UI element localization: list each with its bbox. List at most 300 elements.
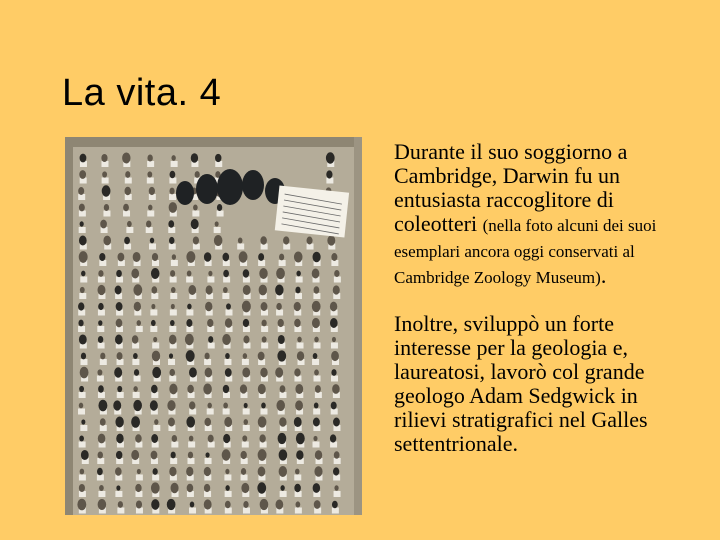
specimen-label bbox=[225, 508, 232, 514]
beetle bbox=[116, 270, 122, 277]
beetle bbox=[225, 469, 229, 474]
specimen-label bbox=[169, 178, 176, 184]
beetle bbox=[132, 335, 138, 343]
beetle bbox=[238, 238, 243, 244]
beetle bbox=[169, 237, 175, 244]
beetle bbox=[168, 418, 175, 427]
beetle bbox=[334, 485, 338, 491]
beetle bbox=[115, 417, 123, 428]
beetle bbox=[222, 449, 231, 460]
specimen-label bbox=[294, 475, 301, 481]
beetle bbox=[295, 469, 300, 475]
specimen-label bbox=[260, 409, 267, 415]
beetle bbox=[244, 419, 248, 425]
specimen-label bbox=[295, 508, 302, 514]
beetle bbox=[295, 287, 300, 294]
beetle bbox=[98, 320, 102, 326]
beetle bbox=[133, 400, 142, 411]
beetle bbox=[258, 384, 266, 394]
beetle bbox=[172, 435, 177, 442]
beetle bbox=[188, 452, 193, 459]
beetle bbox=[136, 501, 142, 509]
beetle bbox=[334, 451, 340, 458]
beetle bbox=[115, 467, 122, 476]
beetle bbox=[203, 383, 212, 394]
specimen-label bbox=[314, 343, 321, 349]
beetle bbox=[208, 336, 213, 343]
beetle bbox=[261, 302, 268, 311]
specimen-label bbox=[297, 343, 304, 349]
specimen-label bbox=[100, 359, 107, 365]
beetle bbox=[98, 336, 103, 343]
beetle bbox=[118, 501, 123, 508]
beetle bbox=[315, 385, 321, 393]
specimen-label bbox=[171, 161, 178, 167]
beetle bbox=[258, 416, 267, 427]
beetle bbox=[79, 484, 85, 492]
beetle bbox=[149, 187, 155, 195]
specimen-label bbox=[78, 194, 85, 200]
beetle bbox=[260, 368, 267, 378]
specimen-label bbox=[332, 508, 339, 514]
beetle bbox=[242, 435, 247, 441]
beetle bbox=[260, 499, 269, 510]
beetle bbox=[134, 302, 141, 311]
beetle bbox=[79, 170, 86, 179]
specimen-label bbox=[133, 392, 140, 398]
beetle bbox=[187, 484, 194, 493]
beetle bbox=[101, 154, 107, 162]
specimen-label bbox=[152, 475, 159, 481]
specimen-label bbox=[188, 442, 195, 448]
beetle bbox=[81, 419, 85, 424]
beetle bbox=[313, 436, 317, 441]
beetle bbox=[98, 270, 103, 277]
beetle bbox=[280, 385, 286, 393]
specimen-label bbox=[123, 211, 130, 217]
beetle bbox=[276, 499, 284, 509]
beetle bbox=[215, 221, 219, 226]
beetle bbox=[279, 449, 288, 460]
specimen-label bbox=[313, 293, 320, 299]
beetle bbox=[314, 500, 321, 509]
beetle bbox=[331, 369, 336, 376]
beetle bbox=[243, 353, 247, 359]
beetle bbox=[116, 451, 122, 459]
beetle bbox=[225, 318, 232, 328]
beetle bbox=[186, 467, 193, 476]
specimen-label bbox=[132, 359, 139, 365]
beetle bbox=[80, 469, 85, 475]
specimen-label bbox=[146, 227, 153, 233]
beetle bbox=[171, 304, 175, 309]
specimen-label bbox=[331, 409, 338, 415]
specimen-label bbox=[103, 211, 110, 217]
specimen-label bbox=[100, 425, 107, 431]
beetle bbox=[258, 352, 265, 361]
beetle bbox=[186, 416, 195, 427]
specimen-label bbox=[243, 343, 250, 349]
specimen-label bbox=[222, 293, 229, 299]
beetle bbox=[98, 400, 107, 412]
beetle bbox=[223, 434, 230, 443]
beetle bbox=[258, 467, 266, 477]
large-beetle bbox=[196, 174, 218, 204]
beetle bbox=[148, 205, 152, 211]
beetle bbox=[205, 368, 213, 378]
beetle bbox=[276, 268, 285, 279]
beetle bbox=[169, 188, 174, 195]
beetle bbox=[195, 171, 200, 178]
specimen-label bbox=[147, 161, 154, 167]
specimen-label bbox=[314, 376, 321, 382]
beetle bbox=[313, 483, 320, 493]
beetle bbox=[81, 450, 89, 460]
beetle bbox=[150, 238, 154, 244]
beetle bbox=[80, 287, 85, 293]
beetle bbox=[171, 452, 176, 459]
beetle bbox=[314, 402, 319, 408]
beetle bbox=[191, 219, 199, 229]
specimen-label bbox=[279, 260, 286, 266]
beetle bbox=[171, 483, 179, 493]
beetle bbox=[186, 251, 195, 263]
beetle bbox=[131, 450, 139, 460]
beetle bbox=[314, 466, 322, 477]
specimen-label bbox=[261, 326, 268, 332]
beetle bbox=[168, 220, 174, 228]
paragraph-1 bbox=[394, 140, 694, 290]
beetle bbox=[204, 499, 212, 509]
specimen-label bbox=[208, 343, 215, 349]
specimen-label bbox=[150, 310, 157, 316]
beetle bbox=[327, 235, 335, 245]
beetle bbox=[208, 435, 214, 443]
beetle bbox=[312, 318, 320, 328]
paragraph-1-note: (nella foto alcuni dei suoi esemplari ancora oggi conservati al Cambridge Zoology Museum) bbox=[394, 216, 657, 287]
beetle bbox=[206, 285, 213, 294]
beetle bbox=[135, 484, 141, 492]
specimen-label bbox=[115, 491, 122, 497]
beetle bbox=[117, 386, 122, 392]
specimen-label bbox=[168, 227, 175, 233]
specimen-label bbox=[187, 458, 194, 464]
beetle bbox=[296, 271, 300, 277]
beetle bbox=[261, 403, 266, 409]
beetle bbox=[80, 154, 87, 163]
specimen-label bbox=[224, 359, 231, 365]
beetle bbox=[79, 235, 87, 245]
beetle bbox=[333, 418, 340, 427]
specimen-label bbox=[223, 409, 230, 415]
specimen-label bbox=[296, 277, 303, 283]
beetle bbox=[97, 369, 102, 375]
beetle bbox=[79, 403, 83, 409]
specimen-label bbox=[79, 442, 86, 448]
specimen-label bbox=[136, 326, 143, 332]
beetle bbox=[296, 433, 305, 445]
specimen-label bbox=[117, 359, 124, 365]
beetle bbox=[330, 302, 337, 312]
beetle bbox=[307, 237, 313, 245]
specimen-label bbox=[258, 260, 265, 266]
beetle bbox=[204, 252, 211, 262]
beetle bbox=[240, 384, 247, 393]
beetle bbox=[205, 302, 212, 312]
specimen-label bbox=[79, 392, 86, 398]
beetle bbox=[125, 187, 131, 195]
beetle bbox=[131, 416, 140, 428]
beetle bbox=[275, 367, 283, 377]
beetle bbox=[259, 285, 267, 296]
beetle bbox=[297, 337, 301, 343]
beetle bbox=[296, 501, 301, 507]
beetle bbox=[295, 400, 303, 410]
beetle bbox=[152, 367, 161, 378]
beetle bbox=[204, 484, 210, 492]
beetle bbox=[186, 319, 192, 327]
beetle bbox=[98, 285, 106, 295]
beetle bbox=[204, 467, 211, 476]
beetle bbox=[169, 369, 175, 376]
beetle bbox=[193, 236, 199, 244]
specimen-label bbox=[124, 244, 131, 250]
beetle bbox=[79, 386, 84, 392]
beetle bbox=[223, 385, 229, 393]
beetle bbox=[116, 302, 123, 311]
specimen-label bbox=[276, 310, 283, 316]
specimen-label bbox=[78, 326, 85, 332]
beetle bbox=[313, 353, 318, 359]
beetle bbox=[151, 385, 158, 394]
specimen-label bbox=[79, 211, 86, 217]
beetle bbox=[313, 252, 321, 263]
beetle bbox=[326, 170, 332, 178]
beetle bbox=[102, 171, 107, 177]
beetle bbox=[294, 302, 301, 311]
beetle bbox=[123, 204, 129, 212]
specimen-label bbox=[186, 277, 193, 283]
specimen-label bbox=[79, 475, 86, 481]
beetle bbox=[118, 253, 125, 262]
beetle bbox=[326, 152, 335, 163]
specimen-label bbox=[225, 310, 232, 316]
specimen-label bbox=[186, 310, 193, 316]
beetle bbox=[225, 368, 232, 377]
beetle bbox=[294, 368, 300, 376]
beetle bbox=[116, 485, 120, 490]
specimen-label bbox=[243, 425, 250, 431]
beetle bbox=[115, 335, 123, 345]
specimen-label bbox=[102, 178, 109, 184]
beetle bbox=[191, 153, 198, 163]
specimen-label bbox=[242, 442, 249, 448]
specimen-label bbox=[204, 359, 211, 365]
beetle bbox=[334, 270, 339, 277]
beetle bbox=[169, 202, 177, 213]
beetle bbox=[100, 418, 106, 426]
beetle bbox=[222, 334, 231, 345]
specimen-label bbox=[98, 491, 105, 497]
beetle bbox=[151, 286, 157, 293]
beetle bbox=[224, 417, 232, 427]
beetle bbox=[333, 467, 339, 475]
beetle bbox=[242, 301, 251, 313]
beetle bbox=[333, 285, 340, 294]
beetle bbox=[116, 319, 123, 328]
specimen-label bbox=[117, 392, 124, 398]
large-beetle bbox=[242, 170, 264, 200]
beetle bbox=[258, 449, 267, 461]
specimen-label bbox=[150, 326, 157, 332]
specimen-label bbox=[147, 211, 154, 217]
beetle bbox=[217, 204, 222, 211]
beetle bbox=[331, 253, 337, 261]
beetle bbox=[81, 271, 85, 277]
specimen-label bbox=[312, 359, 319, 365]
specimen-label bbox=[169, 376, 176, 382]
beetle bbox=[278, 335, 285, 344]
beetle bbox=[225, 353, 230, 359]
beetle bbox=[187, 270, 192, 276]
specimen-label bbox=[334, 491, 341, 497]
specimen-label bbox=[261, 343, 268, 349]
beetle bbox=[102, 185, 111, 196]
beetle bbox=[78, 320, 83, 327]
beetle bbox=[331, 351, 339, 361]
large-beetle bbox=[176, 181, 194, 205]
beetle bbox=[215, 154, 221, 162]
specimen-label bbox=[243, 409, 250, 415]
beetle bbox=[312, 269, 320, 279]
beetle bbox=[189, 367, 197, 377]
beetle bbox=[223, 287, 228, 293]
beetle bbox=[262, 336, 267, 342]
beetle bbox=[222, 253, 229, 262]
specimen-label bbox=[98, 310, 105, 316]
beetle bbox=[278, 433, 287, 444]
beetle bbox=[170, 171, 176, 178]
beetle bbox=[146, 220, 151, 227]
beetle bbox=[223, 270, 229, 277]
specimen-label bbox=[237, 244, 244, 250]
specimen-label bbox=[280, 491, 287, 497]
beetle bbox=[330, 318, 338, 328]
beetle bbox=[332, 501, 338, 509]
specimen-label bbox=[168, 359, 175, 365]
beetle bbox=[151, 451, 158, 460]
beetle bbox=[259, 434, 265, 442]
specimen-label bbox=[331, 376, 338, 382]
beetle bbox=[147, 154, 152, 161]
beetle bbox=[279, 417, 286, 427]
beetle bbox=[127, 221, 132, 227]
beetle bbox=[77, 499, 86, 511]
specimen-label bbox=[116, 277, 123, 283]
specimen-label bbox=[241, 475, 248, 481]
specimen-label bbox=[169, 194, 176, 200]
beetle bbox=[242, 367, 250, 377]
beetle bbox=[124, 237, 130, 245]
beetle bbox=[206, 452, 210, 457]
beetle bbox=[151, 482, 160, 493]
specimen-label bbox=[97, 475, 104, 481]
specimen-label bbox=[153, 425, 160, 431]
beetle bbox=[277, 350, 286, 361]
specimen-label bbox=[295, 293, 302, 299]
beetle bbox=[170, 320, 175, 326]
specimen-label bbox=[136, 475, 143, 481]
specimen-label bbox=[97, 458, 104, 464]
specimen-label bbox=[152, 343, 159, 349]
beetle bbox=[283, 236, 289, 244]
beetle bbox=[208, 271, 212, 276]
beetle bbox=[151, 320, 156, 326]
specimen-label bbox=[334, 277, 341, 283]
specimen-label bbox=[97, 376, 104, 382]
paragraph-2: Inoltre, sviluppò un forte interesse per la geologia e, laureatosi, lavorò col grande geologo Adam Sedgwick in rilievi stratigrafici nel Galles settentrionale. bbox=[394, 311, 648, 456]
beetle bbox=[169, 353, 173, 358]
specimen-label bbox=[307, 244, 314, 250]
specimen-label bbox=[243, 508, 250, 514]
beetle bbox=[167, 499, 176, 510]
beetle bbox=[243, 285, 251, 295]
beetle bbox=[81, 353, 86, 360]
beetle bbox=[225, 501, 231, 508]
beetle bbox=[188, 285, 196, 295]
beetle bbox=[294, 484, 301, 493]
beetle bbox=[261, 320, 266, 327]
beetle bbox=[186, 350, 195, 362]
specimen-label bbox=[192, 211, 199, 217]
beetle bbox=[137, 469, 141, 474]
beetle bbox=[332, 337, 336, 342]
specimen-label bbox=[78, 409, 85, 415]
specimen-label bbox=[279, 392, 286, 398]
slide-title: La vita. 4 bbox=[62, 72, 222, 114]
beetle bbox=[117, 352, 123, 360]
specimen-label bbox=[331, 343, 338, 349]
beetle bbox=[193, 204, 198, 210]
beetle bbox=[315, 450, 322, 460]
beetle bbox=[151, 268, 160, 279]
beetle bbox=[294, 251, 303, 262]
beetle bbox=[147, 171, 152, 177]
specimen-label bbox=[189, 508, 196, 514]
specimen-label bbox=[80, 277, 87, 283]
specimen-label bbox=[315, 392, 322, 398]
beetle bbox=[314, 286, 320, 293]
beetle bbox=[171, 155, 175, 161]
beetle bbox=[100, 353, 105, 360]
specimen-label bbox=[98, 343, 105, 349]
beetle bbox=[99, 253, 105, 261]
beetle bbox=[207, 319, 213, 327]
specimen-label bbox=[223, 277, 230, 283]
beetle bbox=[99, 485, 104, 491]
beetle bbox=[204, 418, 211, 427]
beetle bbox=[98, 303, 104, 310]
specimen-label bbox=[170, 277, 177, 283]
beetle bbox=[295, 384, 303, 394]
beetle bbox=[79, 435, 84, 441]
specimen-label bbox=[171, 442, 178, 448]
beetle bbox=[243, 319, 249, 327]
beetle bbox=[172, 254, 176, 260]
beetle bbox=[100, 220, 107, 229]
specimen-label bbox=[117, 508, 124, 514]
specimen-label bbox=[149, 244, 156, 250]
